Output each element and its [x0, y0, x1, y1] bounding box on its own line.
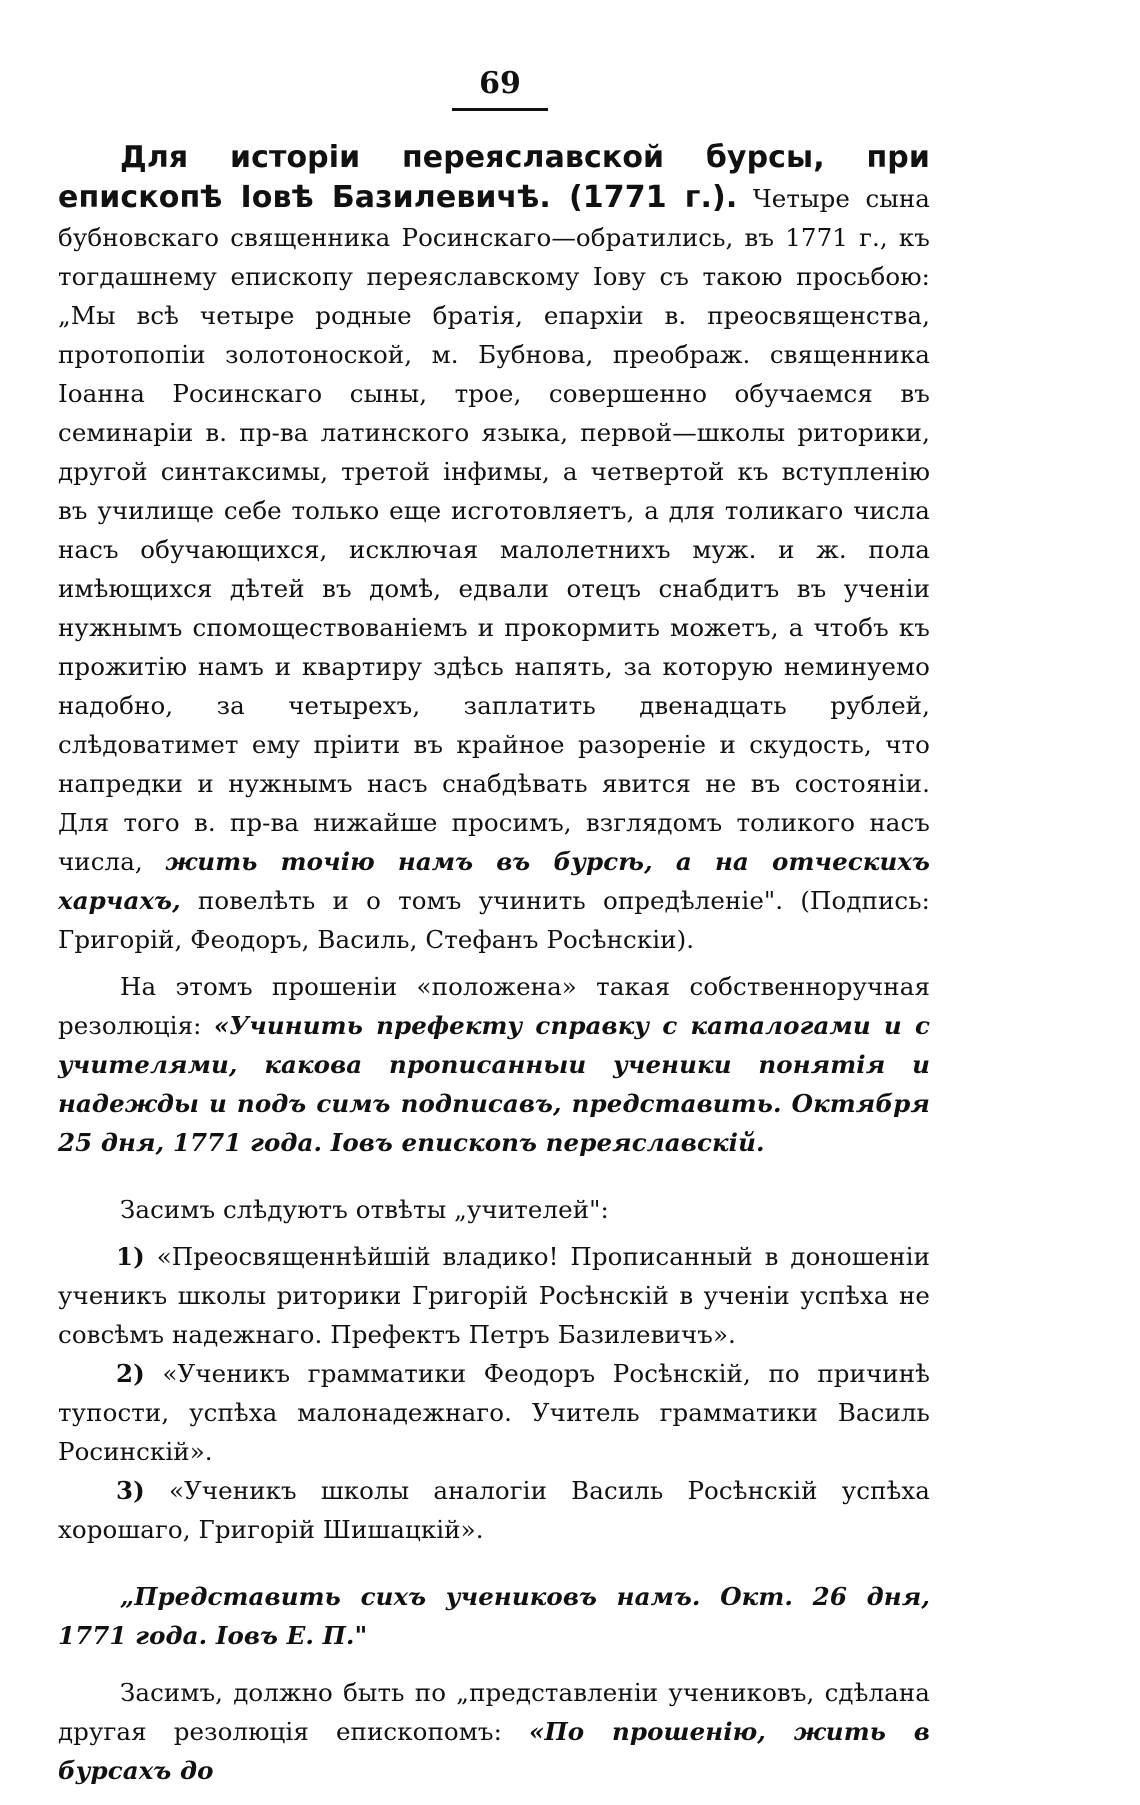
section-heading: Для исторіи переяславской бурсы, при епископѣ Іовѣ Базилевичѣ. (1771 г.).: [58, 140, 930, 215]
page-number: 69: [479, 66, 521, 101]
answer-number: 1): [116, 1242, 145, 1271]
resolution-italic-text: «Учинить префекту справку с каталогами и с учителями, какова прописанныи ученики понятія и надежды и подъ симъ подписавъ, представить. Октября 25 дня, 1771 года. Іовъ епископъ переяславскій.: [58, 1011, 930, 1157]
answer-item: [58, 1471, 930, 1549]
answer-item: [58, 1354, 930, 1471]
answer-number: 2): [116, 1359, 145, 1388]
paragraph-petition: [58, 138, 930, 959]
answer-text: «Ученикъ грамматики Феодоръ Росѣнскій, по причинѣ тупости, успѣха малонадежнаго. Учитель грамматики Василь Росинскій».: [58, 1359, 930, 1466]
page-number-underline: [452, 108, 548, 111]
paragraph-final: [58, 1673, 930, 1790]
answer-number: 3): [116, 1476, 145, 1505]
paragraph-second-resolution: „Представить сихъ учениковъ намъ. Окт. 26 дня, 1771 года. Іовъ Е. П.": [58, 1582, 930, 1650]
answer-text: «Ученикъ школы аналогіи Василь Росѣнскій успѣха хорошаго, Григорій Шишацкій».: [58, 1476, 930, 1544]
paragraph-resolution: [58, 967, 930, 1162]
petition-text: Четыре сына бубновскаго священника Росинскаго—обратились, въ 1771 г., къ тогдашнему епископу переяславскому Іову съ такою просьбою: „Мы всѣ четыре родные братія, епархіи в. преосвященства, протопопіи золотоноской, м. Бубнова, преображ. священника Іоанна Росинскаго сыны, трое, совершенно обучаемся въ семинаріи в. пр-ва латинского языка, первой—школы риторики, другой синтаксимы, третой інфимы, а четвертой къ вступленію въ училище себе только еще исготовляетъ, а для толикаго числа насъ обучающихся, исключая малолетнихъ муж. и ж. пола имѣющихся дѣтей въ домѣ, едвали отецъ снабдитъ въ ученіи нужнымъ спомоществованіемъ и прокормить можетъ, а чтобъ къ прожитію намъ и квартиру здѣсь напять, за которую неминуемо надобно, за четырехъ, заплатить двенадцать рублей, слѣдоватимет ему пріити въ крайное разореніе и скудость, что напредки и нужнымъ насъ снабдѣвать явится не въ состояніи. Для того в. пр-ва нижайше просимъ, взглядомъ толикого насъ числа,: [58, 184, 930, 876]
final-italic-text: «По прошенію, жить в бурсахъ до: [58, 1717, 930, 1785]
final-text: Засимъ, должно быть по „представленіи учениковъ, сдѣлана другая резолюція епископомъ:: [58, 1678, 930, 1746]
petition-signature-text: повелѣть и о томъ учинить опредѣленіе". (Подпись: Григорій, Феодоръ, Василь, Стефанъ Росѣнскіи).: [58, 886, 930, 954]
answer-text: «Преосвященнѣйшій владико! Прописанный в доношеніи ученикъ школы риторики Григорій Росѣнскій в ученіи успѣха не совсѣмъ надежнаго. Префектъ Петръ Базилевичъ».: [58, 1242, 930, 1349]
resolution-intro: На этомъ прошеніи «положена» такая собственноручная резолюція:: [58, 972, 930, 1040]
answer-item: [58, 1237, 930, 1354]
petition-italic-text: жить точію намъ въ бурсѣ, а на отческихъ харчахъ,: [58, 847, 930, 915]
body-text: [58, 138, 930, 1790]
paragraph-answers-intro: Засимъ слѣдуютъ отвѣты „учителей":: [120, 1195, 609, 1224]
